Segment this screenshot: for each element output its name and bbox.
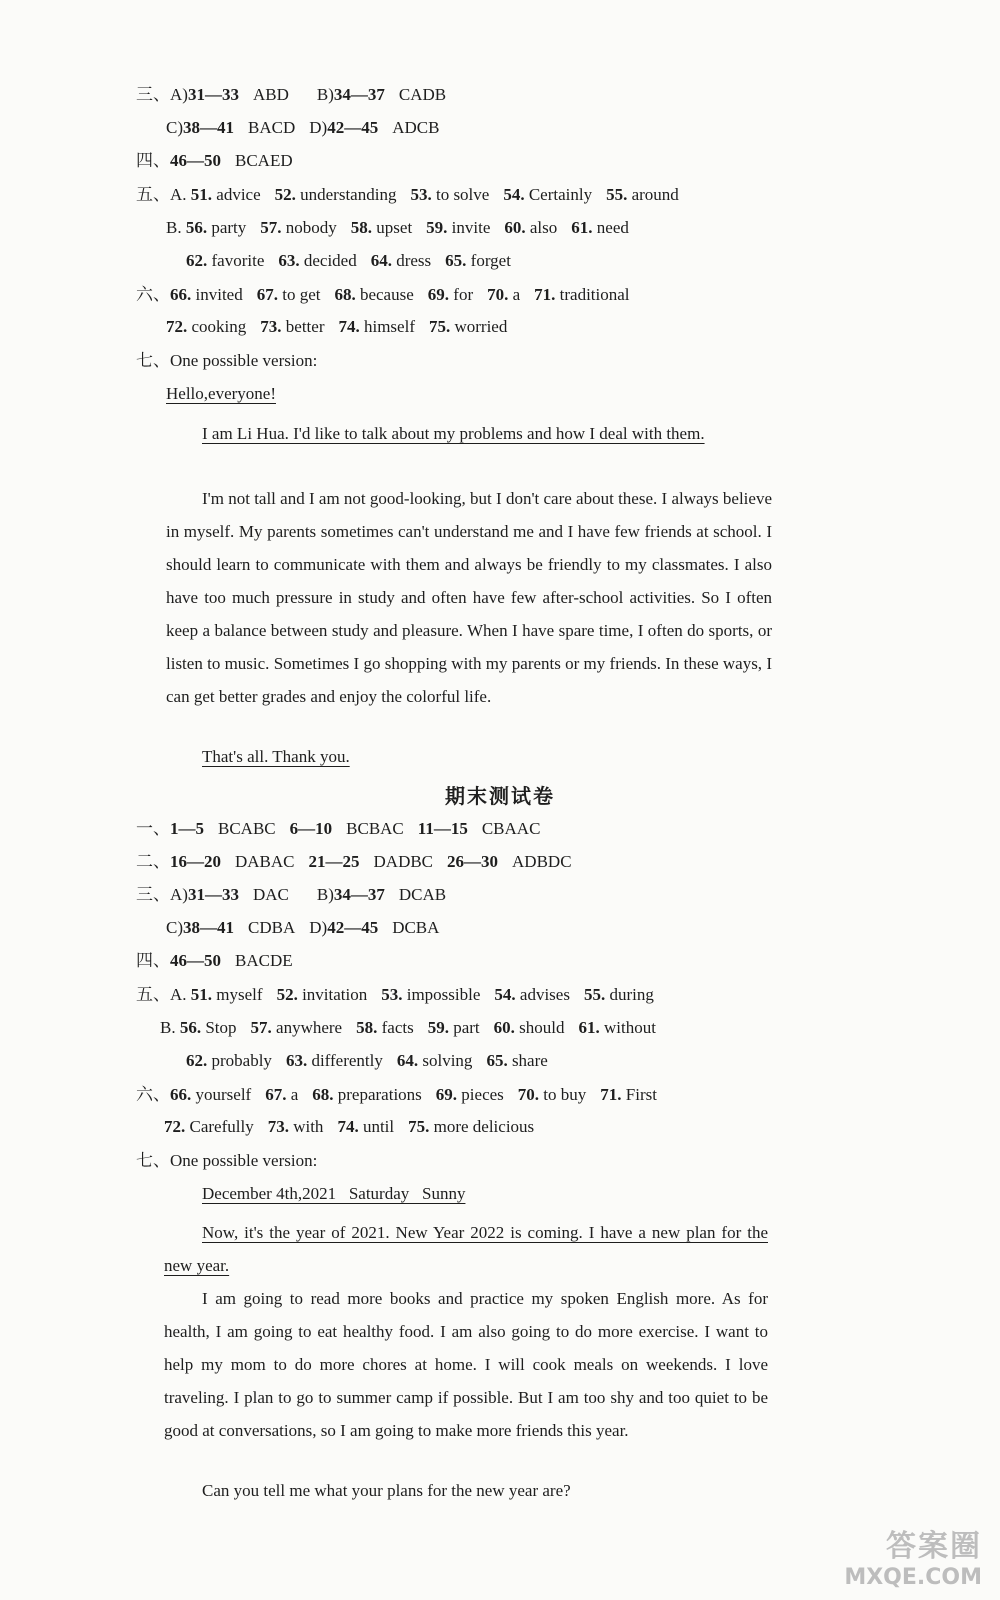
ur-s7-closing: That's all. Thank you. <box>202 747 350 766</box>
fe-s2: 二、16—20 DABAC 21—25 DADBC 26—30 ADBDC <box>136 852 572 871</box>
ur-s3-line2: C)38—41 BACD D)42—45 ADCB <box>166 118 440 137</box>
watermark-logo: 答案圈 MXQE.COM <box>844 1529 982 1590</box>
ur-s7-body: I'm not tall and I am not good-looking, but I don't care about these. I always believe in myself. My parents sometimes can't understand me and I have few friends at school. I should learn to communicate with them and always be friendly to my classmates. I also have too much pressure in study and often have few after-school activities. So I often keep a balance between study and pleasure. When I have spare time, I often do sports, or listen to music. Sometimes I go shopping with my parents or my friends. In these ways, I can get better grades and enjoy the colorful life. <box>166 489 772 706</box>
fe-s3-line2: C)38—41 CDBA D)42—45 DCBA <box>166 918 440 937</box>
fe-s7-date: December 4th,2021 Saturday Sunny <box>202 1184 466 1203</box>
fe-s5-a: 五、A. 51. myself 52. invitation 53. impossible 54. advises 55. during <box>136 985 654 1004</box>
ur-s4: 四、46—50 BCAED <box>136 151 293 170</box>
ur-s6-l1: 六、66. invited 67. to get 68. because 69. for 70. a 71. traditional <box>136 285 630 304</box>
fe-s7-body: I am going to read more books and practice my spoken English more. As for health, I am going to eat healthy food. I am also going to do more exercise. I want to help my mom to do more chores at home. I will cook meals on weekends. I love traveling. I plan to go to summer camp if possible. But I am too shy and too quiet to be good at conversations, so I am going to make more friends this year. <box>164 1289 768 1440</box>
fe-s7-closing: Can you tell me what your plans for the new year are? <box>202 1481 571 1500</box>
final-exam-title: 期末测试卷 <box>445 784 555 808</box>
fe-s7-intro: Now, it's the year of 2021. New Year 2022 is coming. I have a new plan for the new year. <box>164 1223 768 1275</box>
ur-s5-b1: B. 56. party 57. nobody 58. upset 59. invite 60. also 61. need <box>166 218 629 237</box>
ur-s7-label: 七、One possible version: <box>136 351 318 370</box>
fe-s1: 一、1—5 BCABC 6—10 BCBAC 11—15 CBAAC <box>136 819 541 838</box>
ur-s7-intro: I am Li Hua. I'd like to talk about my problems and how I deal with them. <box>202 424 705 443</box>
ur-s5-a: 五、A. 51. advice 52. understanding 53. to solve 54. Certainly 55. around <box>136 185 679 204</box>
fe-s6-l1: 六、66. yourself 67. a 68. preparations 69. pieces 70. to buy 71. First <box>136 1085 657 1104</box>
ur-s7-greeting: Hello,everyone! <box>166 384 276 403</box>
fe-s3-line1: 三、A)31—33 DAC B)34—37 DCAB <box>136 885 447 904</box>
fe-s6-l2: 72. Carefully 73. with 74. until 75. more delicious <box>164 1117 535 1136</box>
fe-s5-b2: 62. probably 63. differently 64. solving 65. share <box>186 1051 548 1070</box>
fe-s4: 四、46—50 BACDE <box>136 951 293 970</box>
ur-s5-b2: 62. favorite 63. decided 64. dress 65. forget <box>186 251 511 270</box>
fe-s5-b1: B. 56. Stop 57. anywhere 58. facts 59. part 60. should 61. without <box>160 1018 656 1037</box>
fe-s7-label: 七、One possible version: <box>136 1151 318 1170</box>
ur-s3-line1: 三、A)31—33 ABD B)34—37 CADB <box>136 85 447 104</box>
ur-s6-l2: 72. cooking 73. better 74. himself 75. worried <box>166 317 508 336</box>
